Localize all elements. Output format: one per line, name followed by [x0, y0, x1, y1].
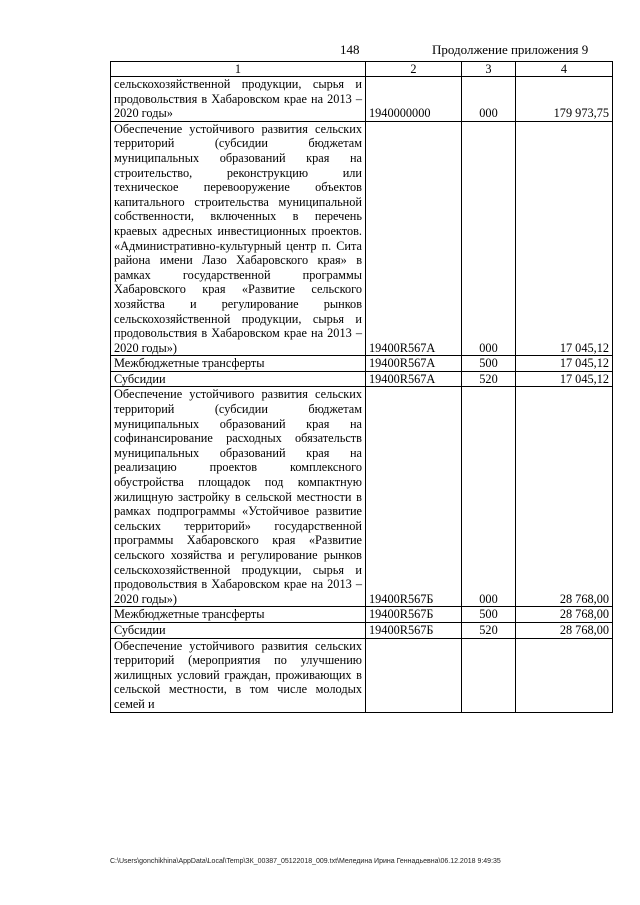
row-type: 520 [462, 622, 516, 638]
row-description: Межбюджетные трансферты [111, 356, 366, 372]
continuation-title: Продолжение приложения 9 [432, 42, 589, 57]
row-code: 19400R567Б [366, 387, 462, 607]
row-code [366, 638, 462, 712]
table-row [111, 371, 613, 387]
row-amount: 17 045,12 [516, 121, 613, 356]
table-row [111, 121, 613, 356]
row-description: Субсидии [111, 622, 366, 638]
row-description: сельскохозяйственной продукции, сырья и продовольствия в Хабаровском крае на 2013 – 2020 годы» [111, 77, 366, 122]
row-amount: 17 045,12 [516, 371, 613, 387]
table-row [111, 356, 613, 372]
row-type: 000 [462, 387, 516, 607]
row-type: 000 [462, 121, 516, 356]
row-amount: 28 768,00 [516, 387, 613, 607]
row-code: 19400R567Б [366, 607, 462, 623]
row-type: 520 [462, 371, 516, 387]
column-header: 3 [462, 62, 516, 77]
budget-table [110, 61, 613, 713]
row-type [462, 638, 516, 712]
row-amount: 17 045,12 [516, 356, 613, 372]
row-code: 1940000000 [366, 77, 462, 122]
row-description: Обеспечение устойчивого развития сельских территорий (мероприятия по улучшению жилищных условий граждан, проживающих в сельской местности, в том числе молодых семей и [111, 638, 366, 712]
row-description: Субсидии [111, 371, 366, 387]
row-amount [516, 638, 613, 712]
row-type: 500 [462, 607, 516, 623]
column-header: 4 [516, 62, 613, 77]
page-number: 148 [340, 42, 360, 57]
column-header: 2 [366, 62, 462, 77]
row-type: 500 [462, 356, 516, 372]
table-row [111, 607, 613, 623]
column-header: 1 [111, 62, 366, 77]
row-type: 000 [462, 77, 516, 122]
row-description: Обеспечение устойчивого развития сельских территорий (субсидии бюджетам муниципальных образований края на строительство, реконструкцию или техническое перевооружение объектов капитального строительства муниципальной собственности, включенных в перечень краевых адресных инвестиционных проектов. «Административно-культурный центр п. Сита района имени Лазо Хабаровского края» в рамках государственной программы Хабаровского края «Развитие сельского хозяйства и регулирование рынков сельскохозяйственной продукции, сырья и продовольствия в Хабаровском крае на 2013 – 2020 годы») [111, 121, 366, 356]
table-row [111, 638, 613, 712]
table-header-row [111, 62, 613, 77]
row-code: 19400R567Б [366, 622, 462, 638]
row-code: 19400R567А [366, 371, 462, 387]
table-row [111, 622, 613, 638]
row-code: 19400R567А [366, 356, 462, 372]
row-amount: 28 768,00 [516, 607, 613, 623]
table-row [111, 77, 613, 122]
row-description: Обеспечение устойчивого развития сельских территорий (субсидии бюджетам муниципальных образований края на софинансирование расходных обязательств муниципальных образований края на реализацию проектов комплексного обустройства площадок под компактную жилищную застройку в сельской местности в рамках подпрограммы «Устойчивое развитие сельских территорий» государственной программы Хабаровского края «Развитие сельского хозяйства и регулирование рынков сельскохозяйственной продукции, сырья и продовольствия в Хабаровском крае на 2013 – 2020 годы») [111, 387, 366, 607]
row-amount: 179 973,75 [516, 77, 613, 122]
row-description: Межбюджетные трансферты [111, 607, 366, 623]
table-row [111, 387, 613, 607]
file-path-footer: C:\Users\gonchikhina\AppData\Local\Temp\ЗК_00387_05122018_009.txt\Меледина Ирина Геннадьевна\06.12.2018 9:49:35 [110, 858, 501, 865]
row-code: 19400R567А [366, 121, 462, 356]
row-amount: 28 768,00 [516, 622, 613, 638]
